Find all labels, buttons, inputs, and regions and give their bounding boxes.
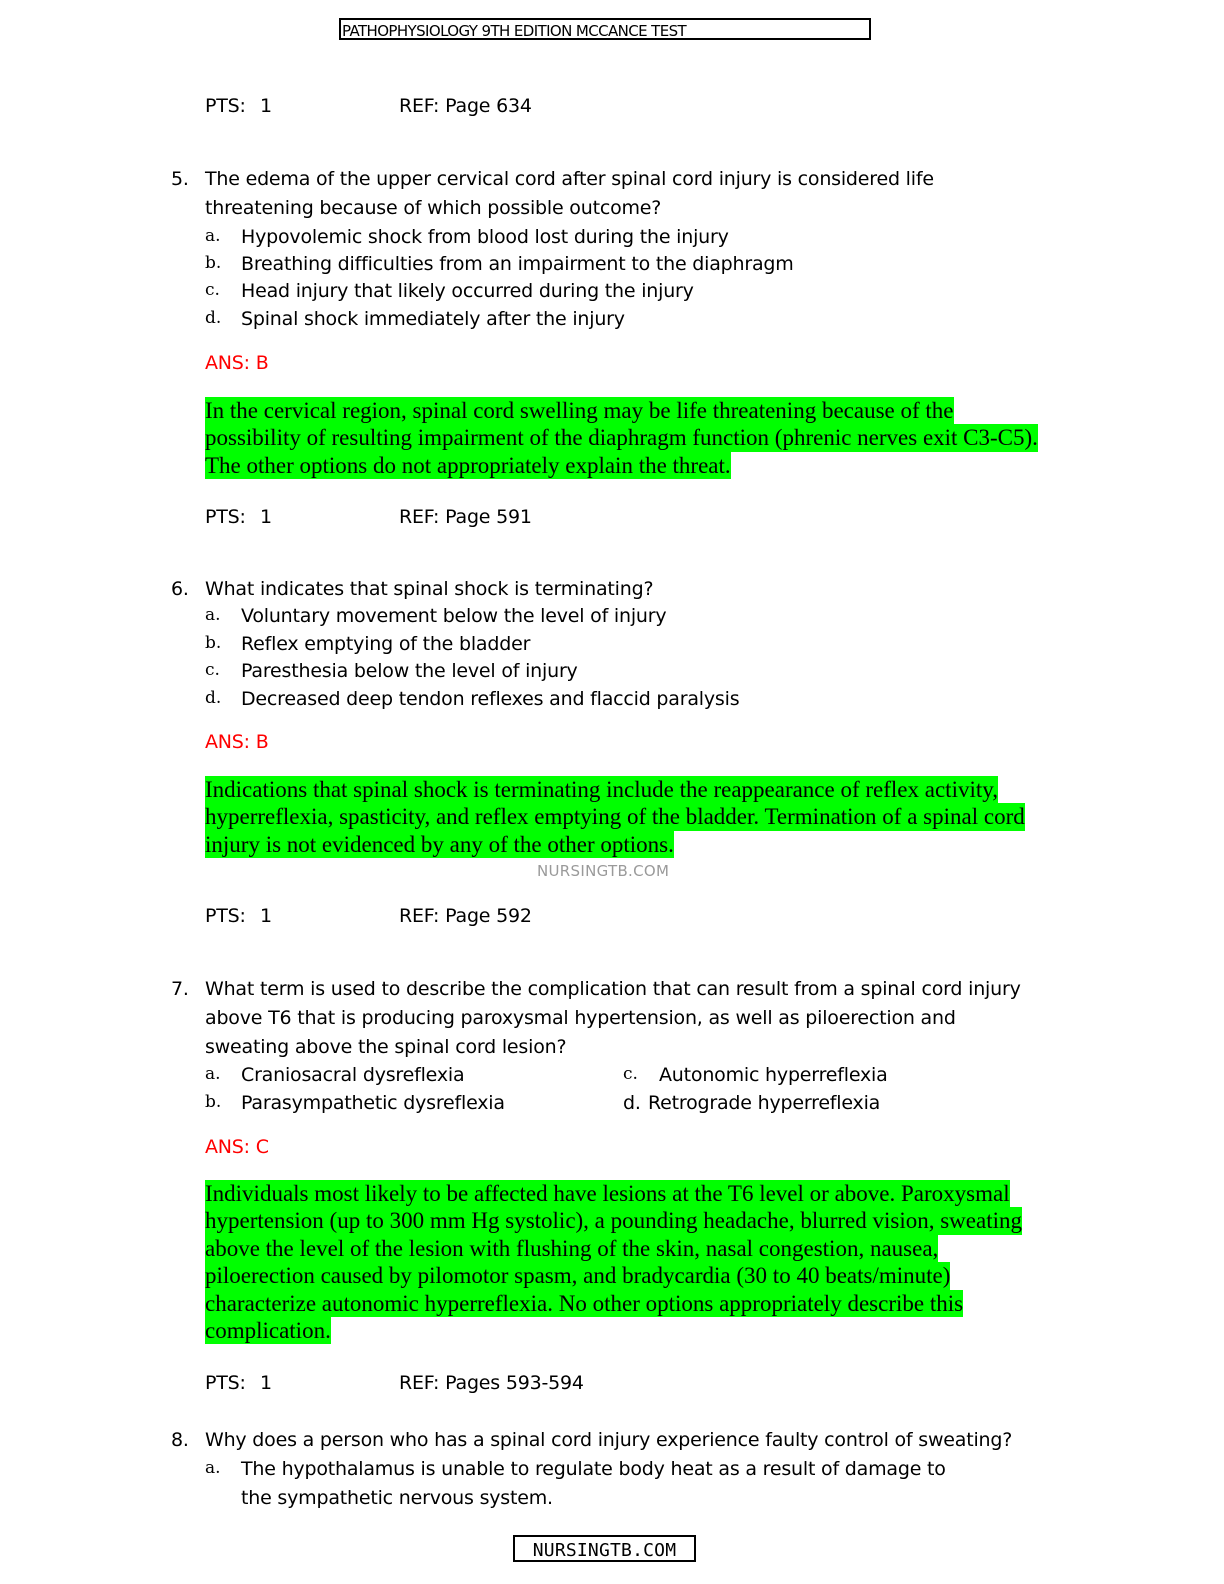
question-stem-line: above T6 that is producing paroxysmal hypertension, as well as piloerection and: [205, 1007, 956, 1029]
pts-label: PTS:: [205, 95, 246, 117]
pts-value: 1: [260, 1372, 272, 1394]
rationale-line: injury is not evidenced by any of the other options.: [205, 831, 674, 857]
question-number: 8.: [171, 1429, 189, 1451]
question-number: 5.: [171, 168, 189, 190]
rationale-line: hypertension (up to 300 mm Hg systolic), a pounding headache, blurred vision, sweating: [205, 1208, 1022, 1234]
option-letter: c.: [623, 1064, 638, 1084]
option-letter: d.: [205, 688, 222, 708]
answer-key: ANS: B: [205, 731, 269, 753]
option-letter: a.: [205, 1458, 221, 1478]
rationale-line: characterize autonomic hyperreflexia. No other options appropriately describe this: [205, 1290, 964, 1316]
question-stem-line: What term is used to describe the complication that can result from a spinal cord injury: [205, 978, 1021, 1000]
pts-label: PTS:: [205, 1372, 246, 1394]
question-stem-line: The edema of the upper cervical cord after spinal cord injury is considered life: [205, 168, 934, 190]
footer-box: [513, 1535, 696, 1562]
pts-label: PTS:: [205, 506, 246, 528]
pts-value: 1: [260, 905, 272, 927]
option-text: Retrograde hyperreflexia: [648, 1092, 881, 1114]
question-stem-line: Why does a person who has a spinal cord injury experience faulty control of sweating?: [205, 1429, 1013, 1451]
question-stem-line: What indicates that spinal shock is terminating?: [205, 578, 654, 600]
ref-text: REF: Pages 593-594: [399, 1372, 584, 1394]
ref-text: REF: Page 592: [399, 905, 532, 927]
option-letter: b.: [205, 253, 222, 273]
rationale-line: Indications that spinal shock is terminating include the reappearance of reflex activity,: [205, 777, 998, 802]
answer-key: ANS: B: [205, 352, 269, 374]
rationale: [205, 1180, 1022, 1344]
option-letter: c.: [205, 280, 220, 300]
rationale-line: possibility of resulting impairment of the diaphragm function (phrenic nerves exit C3-C5).: [205, 425, 1038, 451]
option-text: Spinal shock immediately after the injury: [241, 308, 625, 330]
answer-key: ANS: C: [205, 1136, 269, 1158]
pts-value: 1: [260, 95, 272, 117]
rationale-line: above the level of the lesion with flushing of the skin, nasal congestion, nausea,: [205, 1235, 939, 1261]
option-letter: a.: [205, 226, 221, 246]
option-letter: d.: [623, 1092, 641, 1114]
option-text: Parasympathetic dysreflexia: [241, 1092, 505, 1114]
question-stem-line: threatening because of which possible outcome?: [205, 197, 662, 219]
option-text: Paresthesia below the level of injury: [241, 660, 578, 682]
option-letter: b.: [205, 1092, 222, 1112]
option-letter: d.: [205, 308, 222, 328]
rationale-line: Individuals most likely to be affected have lesions at the T6 level or above. Paroxysmal: [205, 1181, 1010, 1206]
rationale: [205, 397, 1038, 479]
option-text: The hypothalamus is unable to regulate body heat as a result of damage to: [241, 1458, 946, 1480]
question-stem-line: sweating above the spinal cord lesion?: [205, 1036, 567, 1058]
option-letter: a.: [205, 1064, 221, 1084]
option-letter: b.: [205, 633, 222, 653]
option-text: Autonomic hyperreflexia: [659, 1064, 888, 1086]
option-text: Voluntary movement below the level of injury: [241, 605, 667, 627]
option-text: Craniosacral dysreflexia: [241, 1064, 465, 1086]
footer-label: NURSINGTB.COM: [532, 1540, 677, 1561]
watermark: NURSINGTB.COM: [537, 862, 670, 880]
rationale: [205, 776, 1025, 858]
option-text: Head injury that likely occurred during the injury: [241, 280, 694, 302]
option-text: the sympathetic nervous system.: [241, 1487, 553, 1509]
pts-value: 1: [260, 506, 272, 528]
rationale-line: hyperreflexia, spasticity, and reflex emptying of the bladder. Termination of a spinal cord: [205, 804, 1025, 830]
option-letter: c.: [205, 660, 220, 680]
option-text: Decreased deep tendon reflexes and flaccid paralysis: [241, 688, 740, 710]
option-text: Breathing difficulties from an impairment to the diaphragm: [241, 253, 794, 275]
document-title: PATHOPHYSIOLOGY 9TH EDITION MCCANCE TEST: [342, 22, 687, 40]
ref-text: REF: Page 591: [399, 506, 532, 528]
rationale-line: In the cervical region, spinal cord swelling may be life threatening because of the: [205, 398, 954, 423]
question-number: 6.: [171, 578, 189, 600]
pts-label: PTS:: [205, 905, 246, 927]
option-letter: a.: [205, 605, 221, 625]
rationale-line: complication.: [205, 1318, 331, 1344]
question-number: 7.: [171, 978, 189, 1000]
rationale-line: piloerection caused by pilomotor spasm, and bradycardia (30 to 40 beats/minute): [205, 1263, 951, 1289]
rationale-line: The other options do not appropriately explain the threat.: [205, 452, 731, 478]
option-text: Reflex emptying of the bladder: [241, 633, 531, 655]
header-box: [339, 18, 871, 40]
option-text: Hypovolemic shock from blood lost during the injury: [241, 226, 729, 248]
ref-text: REF: Page 634: [399, 95, 532, 117]
